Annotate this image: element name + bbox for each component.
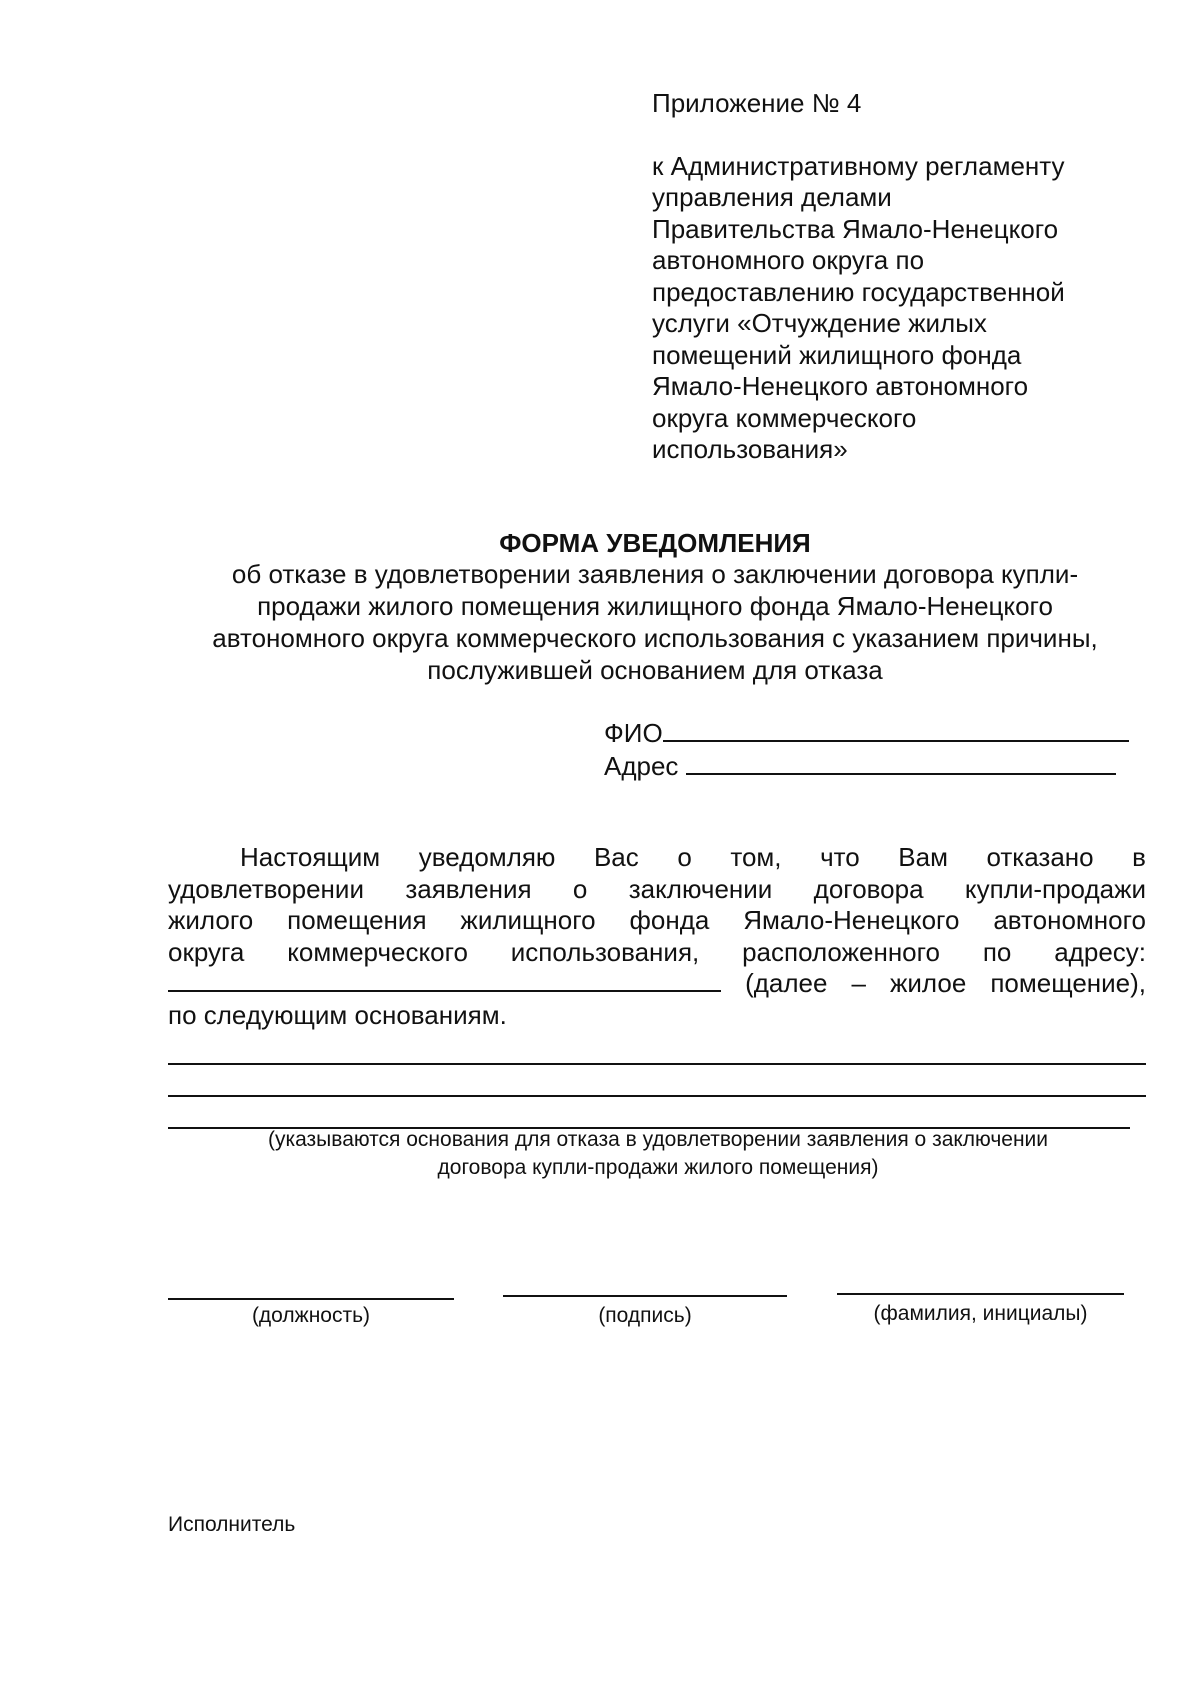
subtitle-line: автономного округа коммерческого использования с указанием причины, [212,623,1098,653]
appendix-line: услуги «Отчуждение жилых [652,308,987,338]
name-label: (фамилия, инициалы) [873,1302,1088,1325]
body-line: округа коммерческого использования, расположенного по адресу: [168,936,1146,967]
address-field[interactable] [604,751,1116,781]
form-subtitle [160,558,1150,686]
reason-line-2[interactable] [168,1095,1146,1097]
signature-line[interactable] [503,1295,787,1297]
appendix-line: к Административному регламенту [652,150,1065,181]
reason-line-1[interactable] [168,1063,1146,1065]
appendix-line: автономного округа по [652,245,925,275]
notice-body [168,842,1146,1031]
caption-line: (указываются основания для отказа в удовлетворении заявления о заключении [267,1128,1049,1151]
body-line: Настоящим уведомляю Вас о том, что Вам отказано в [240,842,1146,872]
address-blank-line[interactable] [686,751,1116,775]
fio-blank-line[interactable] [663,718,1129,742]
subtitle-line: об отказе в удовлетворении заявления о заключении договора купли- [231,559,1079,589]
appendix-line: помещений жилищного фонда [652,339,1022,370]
executor-label: Исполнитель [168,1513,296,1536]
address-blank-inline[interactable] [168,968,721,992]
position-line[interactable] [168,1298,454,1300]
body-line: жилого помещения жилищного фонда Ямало-Ненецкого автономного [168,905,1146,935]
body-line-address [168,968,1146,1000]
appendix-line: Ямало-Ненецкого автономного [652,371,1029,401]
reasons-caption [168,1126,1148,1182]
signature-label: (подпись) [598,1304,692,1327]
appendix-line: Правительства Ямало-Ненецкого [652,213,1059,244]
appendix-line: округа коммерческого [652,402,917,433]
fio-field[interactable] [604,718,1129,748]
caption-line: договора купли-продажи жилого помещения) [437,1156,879,1179]
appendix-number: Приложение № 4 [652,88,862,118]
address-label: Адрес [604,751,679,781]
appendix-line: использования» [652,434,848,464]
body-line: удовлетворении заявления о заключении договора купли-продажи [168,873,1146,904]
body-line5-tail: (далее – жилое помещение), [745,968,1147,998]
appendix-line: управления делами [652,182,892,212]
appendix-line: предоставлению государственной [652,276,1065,307]
appendix-block [652,88,1132,466]
fio-label: ФИО [604,718,663,748]
body-line: по следующим основаниям. [168,999,507,1030]
subtitle-line: послужившей основанием для отказа [427,655,883,685]
name-line[interactable] [837,1293,1124,1295]
position-label: (должность) [251,1304,371,1327]
form-title: ФОРМА УВЕДОМЛЕНИЯ [499,528,811,558]
subtitle-line: продажи жилого помещения жилищного фонда Ямало-Ненецкого [257,591,1053,621]
